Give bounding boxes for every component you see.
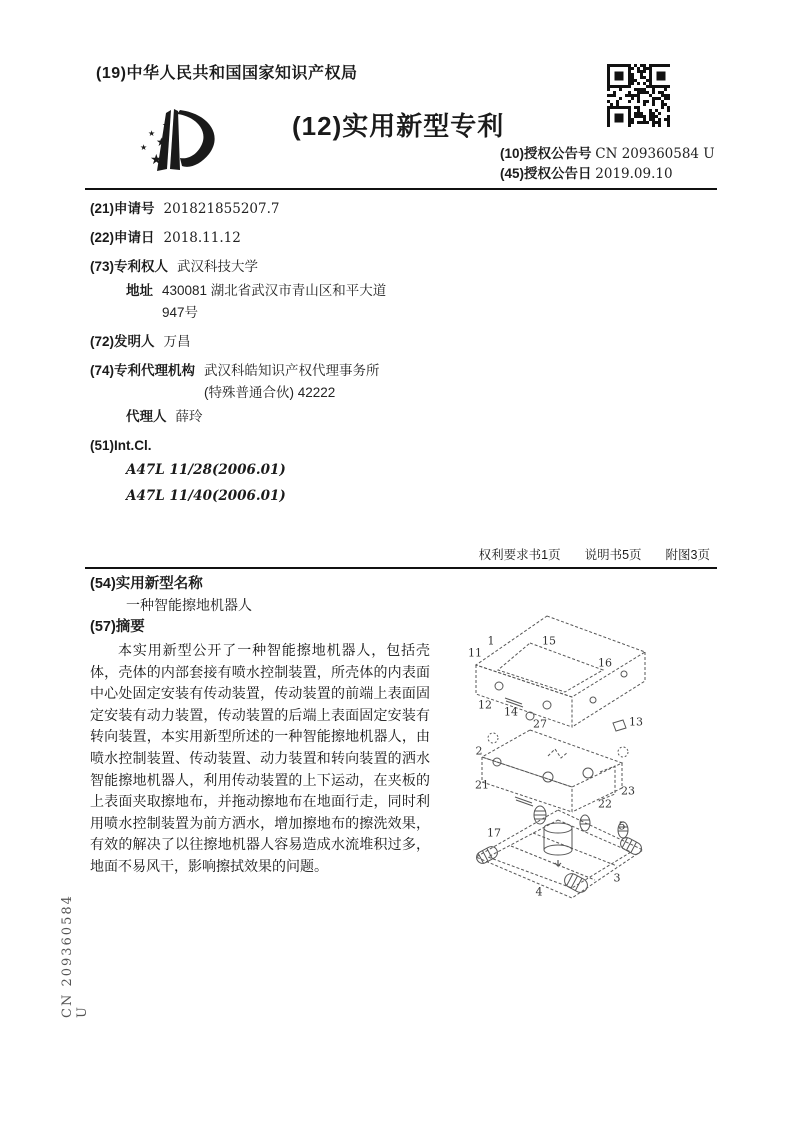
publication-date-label: (45)授权公告日: [500, 166, 592, 181]
publication-number-line: [500, 144, 715, 164]
description-pages: 说明书5页: [584, 548, 642, 562]
application-date-row: [90, 227, 510, 249]
figure-ref-15: 15: [542, 634, 556, 648]
int-cl-row: [90, 435, 510, 457]
agent-label: 代理人: [126, 409, 167, 424]
application-number-label: (21)申请号: [90, 201, 155, 216]
figure-ref-2: 2: [475, 744, 483, 758]
figure-ref-23: 23: [621, 784, 635, 798]
address-row: [90, 280, 510, 324]
drawings-pages: 附图3页: [665, 548, 710, 562]
header-divider: [85, 188, 717, 190]
figure-ref-14: 14: [504, 705, 518, 719]
application-date: 2018.11.12: [163, 230, 241, 246]
abstract-column: [90, 574, 430, 878]
svg-text:★: ★: [162, 120, 171, 130]
claims-pages: 权利要求书1页: [478, 548, 561, 562]
figure-ref-5: 5: [618, 819, 626, 833]
agent-row: [90, 406, 510, 428]
application-date-label: (22)申请日: [90, 230, 155, 245]
svg-text:★: ★: [140, 143, 148, 152]
bibliographic-data: [90, 198, 510, 511]
abstract-section-label: (57)摘要: [90, 619, 145, 635]
svg-text:★: ★: [148, 129, 156, 138]
agent: 薛玲: [175, 409, 203, 424]
figure-ref-4: 4: [535, 885, 543, 899]
agency-label: (74)专利代理机构: [90, 363, 196, 378]
address-label: 地址: [126, 283, 153, 298]
issuing-office: (19)中华人民共和国国家知识产权局: [96, 65, 358, 82]
inventor-row: [90, 331, 510, 353]
application-number: 201821855207.7: [163, 201, 280, 217]
int-cl-entry: A47L 11/28(2006.01): [126, 462, 286, 478]
figure-ref-13: 13: [629, 715, 643, 729]
figure-ref-11: 11: [468, 646, 482, 660]
patentee-row: [90, 256, 510, 278]
abstract-text: 本实用新型公开了一种智能擦地机器人，包括壳体，壳体的内部套接有喷水控制装置，所壳体的内表面中心处固定安装有传动装置，传动装置的前端上表面固定安装有动力装置，传动装置的后端上表面固定安装有转向装置，本实用新型所述的一种智能擦地机器人，由喷水控制装置、传动装置、动力装置和转向装置的洒水智能擦地机器人，利用传动装置的上下运动，在夹板的上表面夹取擦地布，并拖动擦地布在地面行走，同时利用喷水控制装置为前方洒水，增加擦地布的擦洗效果，有效的解决了以往擦地机器人容易造成水流堆积过多，地面不易风干，影响擦拭效果的问题。: [90, 642, 430, 874]
invention-title: 一种智能擦地机器人: [126, 597, 252, 613]
int-cl-label: (51)Int.Cl.: [90, 438, 152, 453]
sipo-logo-icon: [126, 98, 228, 193]
publication-number-label: (10)授权公告号: [500, 146, 592, 161]
agency: 武汉科皓知识产权代理事务所(特殊普通合伙) 42222: [204, 363, 380, 400]
application-number-row: [90, 198, 510, 220]
address: 430081 湖北省武汉市青山区和平大道947号: [162, 283, 387, 320]
figure-ref-3: 3: [613, 871, 621, 885]
figure-ref-12: 12: [478, 698, 492, 712]
qr-code-icon: [607, 64, 670, 127]
section-divider: [85, 567, 717, 569]
figure-ref-1: 1: [487, 634, 495, 648]
side-document-code: CN 209360584 U: [60, 894, 90, 1018]
figure-ref-27: 27: [533, 717, 547, 731]
figure-ref-22: 22: [598, 797, 612, 811]
figure-ref-21: 21: [475, 778, 489, 792]
title-section-label: (54)实用新型名称: [90, 576, 203, 592]
patent-figure: [445, 610, 750, 910]
patentee-label: (73)专利权人: [90, 259, 169, 274]
publication-date: 2019.09.10: [595, 166, 673, 182]
agency-row: [90, 360, 510, 404]
inventor: 万昌: [163, 334, 191, 349]
figure-ref-17: 17: [487, 826, 501, 840]
inventor-label: (72)发明人: [90, 334, 155, 349]
svg-text:★: ★: [156, 135, 167, 149]
publication-date-line: [500, 164, 715, 184]
figure-ref-16: 16: [598, 656, 612, 670]
svg-text:★: ★: [150, 151, 163, 167]
publication-number: CN 209360584 U: [595, 146, 715, 162]
patentee: 武汉科技大学: [177, 259, 259, 274]
publication-block: [500, 144, 715, 184]
document-type-title: (12)实用新型专利: [292, 111, 505, 141]
int-cl-entry: A47L 11/40(2006.01): [126, 488, 286, 504]
pages-summary: [448, 545, 710, 563]
